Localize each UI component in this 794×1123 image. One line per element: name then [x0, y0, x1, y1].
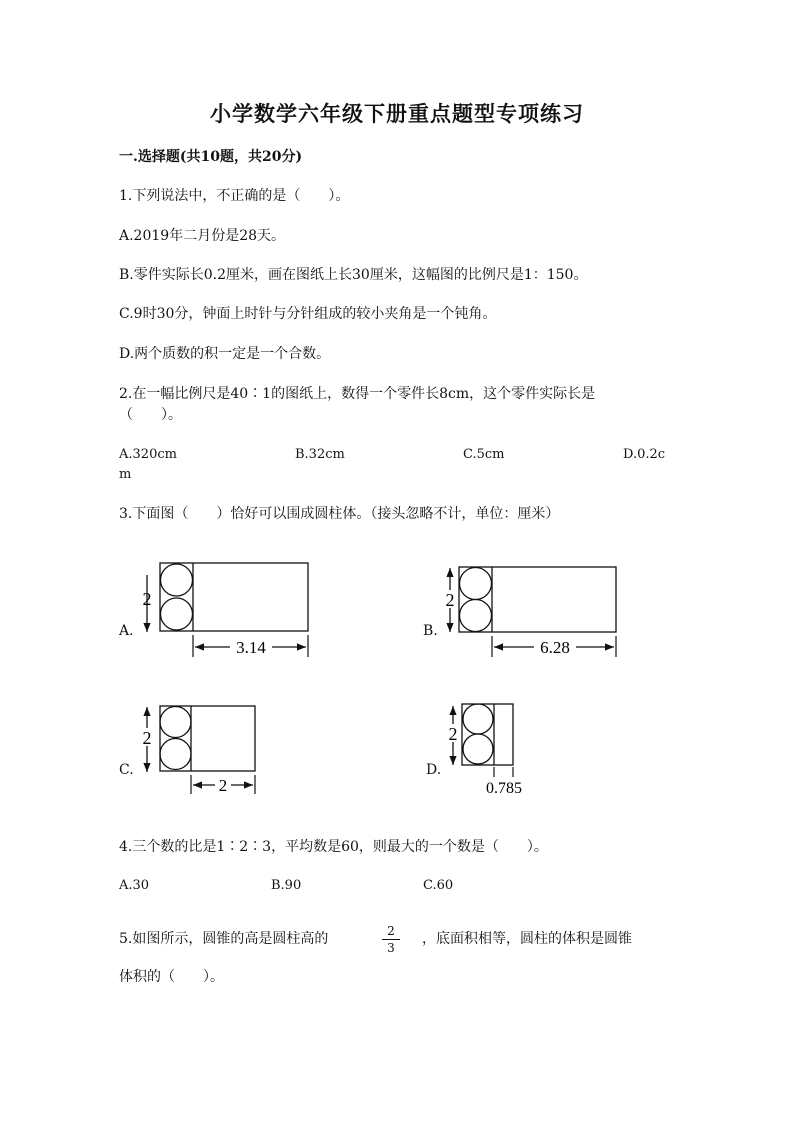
q5-stem-line2: 体积的（ ）。 [119, 969, 224, 985]
q2-option-d[interactable]: D.0.2c [623, 447, 666, 462]
q5-fraction-denominator: 3 [387, 941, 395, 955]
q3-a-height-label: 2 [142, 589, 152, 609]
q3-figure-a[interactable] [135, 555, 320, 665]
q4-stem: 4.三个数的比是1∶2∶3，平均数是60，则最大的一个数是（ ）。 [119, 839, 548, 855]
q3-b-width-label: 6.28 [540, 638, 570, 657]
q4-option-b[interactable]: B.90 [271, 878, 302, 893]
q3-figure-d[interactable] [440, 697, 540, 802]
q3-option-c-label[interactable]: C. [119, 762, 134, 778]
q2-option-a[interactable]: A.320cm [119, 447, 177, 462]
q4-option-c[interactable]: C.60 [423, 878, 454, 893]
q1-option-a[interactable]: A.2019年二月份是28天。 [119, 228, 286, 244]
q3-stem: 3.下面图（ ）恰好可以围成圆柱体。（接头忽略不计，单位：厘米） [119, 506, 560, 522]
q4-option-a[interactable]: A.30 [119, 878, 150, 893]
q3-option-a-label[interactable]: A. [119, 623, 134, 639]
page-title: 小学数学六年级下册重点题型专项练习 [210, 101, 584, 126]
q3-d-height-label: 2 [448, 724, 458, 744]
q5-fraction [382, 924, 400, 955]
q5-stem-continued: ，底面积相等，圆柱的体积是圆锥 [422, 931, 632, 947]
q1-option-d[interactable]: D.两个质数的积一定是一个合数。 [119, 346, 331, 362]
q2-option-b[interactable]: B.32cm [295, 447, 345, 462]
q2-option-c[interactable]: C.5cm [463, 447, 505, 462]
q3-a-width-label: 3.14 [236, 638, 266, 657]
q3-b-height-label: 2 [445, 590, 455, 610]
q1-option-b[interactable]: B.零件实际长0.2厘米，画在图纸上长30厘米，这幅图的比例尺是1：150。 [119, 267, 588, 283]
fraction-bar [382, 939, 400, 940]
q2-stem-continued: （ ）。 [119, 407, 182, 423]
q3-c-height-label: 2 [142, 728, 152, 748]
q2-option-d-wrap: m [119, 467, 132, 482]
q3-figure-c[interactable] [135, 697, 265, 802]
q3-option-d-label[interactable]: D. [426, 762, 442, 778]
q1-option-c[interactable]: C.9时30分，钟面上时针与分针组成的较小夹角是一个钝角。 [119, 306, 497, 322]
section-heading: 一.选择题(共10题，共20分) [119, 149, 303, 165]
q3-d-width-label: 0.785 [486, 780, 522, 797]
q5-stem: 5.如图所示，圆锥的高是圆柱高的 [119, 931, 329, 947]
q5-fraction-numerator: 2 [387, 924, 395, 938]
q3-c-width-label: 2 [218, 776, 228, 795]
q3-figure-b[interactable] [440, 560, 625, 665]
q2-stem: 2.在一幅比例尺是40∶1的图纸上，数得一个零件长8cm，这个零件实际长是 [119, 386, 596, 402]
q1-stem: 1.下列说法中，不正确的是（ ）。 [119, 188, 350, 204]
q3-option-b-label[interactable]: B. [423, 623, 438, 639]
